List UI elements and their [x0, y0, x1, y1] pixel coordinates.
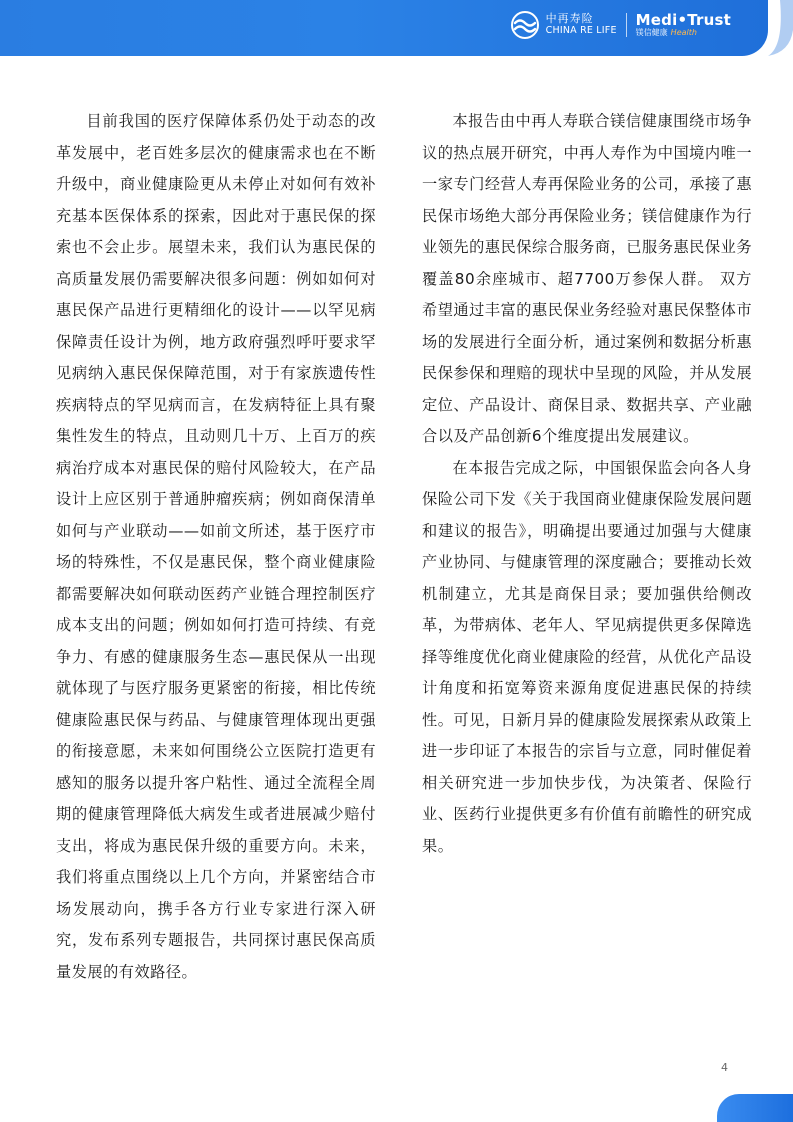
meditrust-logo	[636, 12, 731, 37]
meditrust-sub-en: Health	[670, 27, 697, 37]
right-column	[422, 106, 752, 862]
china-re-wave-icon	[510, 10, 540, 40]
meditrust-name: Medi•Trust	[635, 11, 731, 30]
china-re-logo	[510, 10, 617, 40]
header-logos	[510, 10, 731, 40]
right-paragraph-1: 本报告由中再人寿联合镁信健康围绕市场争议的热点展开研究，中再人寿作为中国境内唯一一家专门经营人寿再保险业务的公司，承接了惠民保市场绝大部分再保险业务；镁信健康作为行业领先的惠民保综合服务商，已服务惠民保业务覆盖80余座城市、超7700万参保人群。 双方希望通过丰富的惠民保业务经验对惠民保整体市场的发展进行全面分析，通过案例和数据分析惠民保参保和理赔的现状中呈现的风险，并从发展定位、产品设计、商保目录、数据共享、产业融合以及产品创新6个维度提出发展建议。	[422, 112, 752, 445]
logo-divider	[626, 13, 627, 37]
page-number: 4	[721, 1061, 728, 1074]
corner-accent	[717, 1094, 793, 1122]
left-paragraph-1: 目前我国的医疗保障体系仍处于动态的改革发展中，老百姓多层次的健康需求也在不断升级中，商业健康险更从未停止对如何有效补充基本医保体系的探索，因此对于惠民保的探索也不会止步。展望未来，我们认为惠民保的高质量发展仍需要解决很多问题：例如如何对惠民保产品进行更精细化的设计——以罕见病保障责任设计为例，地方政府强烈呼吁要求罕见病纳入惠民保保障范围，对于有家族遗传性疾病特点的罕见病而言，在发病特征上具有聚集性发生的特点，且动则几十万、上百万的疾病治疗成本对惠民保的赔付风险较大，在产品设计上应区别于普通肿瘤疾病；例如商保清单如何与产业联动——如前文所述，基于医疗市场的特殊性，不仅是惠民保，整个商业健康险都需要解决如何联动医药产业链合理控制医疗成本支出的问题；例如如何打造可持续、有竞争力、有感的健康服务生态—惠民保从一出现就体现了与医疗服务更紧密的衔接，相比传统健康险惠民保与药品、与健康管理体现出更强的衔接意愿，未来如何围绕公立医院打造更有感知的服务以提升客户粘性、通过全流程全周期的健康管理降低大病发生或者进展减少赔付支出，将成为惠民保升级的重要方向。未来，我们将重点围绕以上几个方向，并紧密结合市场发展动向，携手各方行业专家进行深入研究，发布系列专题报告，共同探讨惠民保高质量发展的有效路径。	[56, 112, 376, 981]
china-re-name-en: CHINA RE LIFE	[545, 24, 617, 36]
china-re-name-cn: 中再寿险	[545, 12, 594, 26]
right-paragraph-2: 在本报告完成之际，中国银保监会向各人身保险公司下发《关于我国商业健康保险发展问题和建议的报告》，明确提出要通过加强与大健康产业协同、与健康管理的深度融合；要推动长效机制建立，尤其是商保目录；要加强供给侧改革，为带病体、老年人、罕见病提供更多保障选择等维度优化商业健康险的经营，从优化产品设计角度和拓宽筹资来源角度促进惠民保的持续性。可见，日新月异的健康险发展探索从政策上进一步印证了本报告的宗旨与立意，同时催促着相关研究进一步加快步伐，为决策者、保险行业、医药行业提供更多有价值有前瞻性的研究成果。	[422, 458, 752, 855]
left-column	[56, 106, 376, 988]
meditrust-sub-cn: 镁信健康	[635, 27, 668, 37]
